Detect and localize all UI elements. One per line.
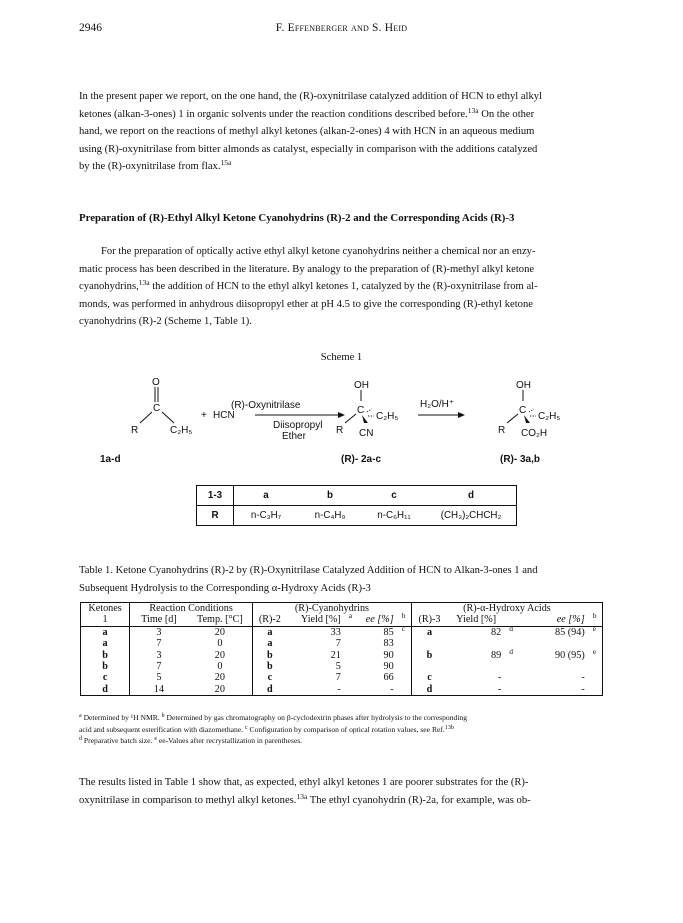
page-number: 2946 — [79, 22, 102, 34]
results-paragraph: The results listed in Table 1 show that, as expected, ethyl alkyl ketones 1 are poorer substrates for the (R)- oxynitrilase in comparison to methyl alkyl ketones.$^{13a}$ The ethyl cyanohydrin (R)-2a, for example, was ob- — [79, 777, 531, 806]
table-row — [81, 684, 603, 696]
table-cell: b — [81, 661, 130, 672]
reaction-scheme — [100, 378, 600, 480]
table-cell: a — [81, 626, 130, 638]
preparation-paragraph: For the preparation of optically active ethyl alkyl ketone cyanohydrins neither a chemical nor an enzy- matic process has been described in the literature. By analogy to the preparation of (R)-methyl alkyl ketone cyanohydrins,$^{13a}$ the addition of HCN to the ethyl alkyl ketones 1, catalyzed by the (R)-oxynitrilase from al- monds, was performed in anhydrous diisopropyl ether at pH 4.5 to give the corresponding (R)-ethyl ketone cyanohydrins (R)-2 (Scheme 1, Table 1). — [79, 246, 538, 328]
footnote-mark: b — [401, 611, 406, 621]
table-cell: d — [426, 486, 517, 506]
table-cell: b — [426, 649, 433, 661]
table-cell: d — [411, 684, 447, 696]
table-header: (R)-3 — [411, 614, 447, 626]
table-cell — [518, 638, 588, 649]
table-cell: a — [267, 626, 273, 638]
data-table — [80, 602, 603, 696]
plus-sign: + — [201, 410, 207, 421]
page-header — [79, 22, 604, 38]
table-cell: 20 — [188, 650, 253, 661]
atom-r: R — [336, 425, 344, 436]
table-group-header — [81, 603, 603, 615]
table-cell: 3 — [156, 626, 162, 638]
table-cell: b — [298, 486, 362, 506]
table-cell: 7 — [156, 638, 162, 650]
table-caption: Table 1. Ketone Cyanohydrins (R)-2 by (R)-Oxynitrilase Catalyzed Addition of HCN to Alkan-3-ones 1 and Subsequent Hydrolysis to the Corresponding α-Hydroxy Acids (R)-3 — [79, 565, 538, 594]
atom-oxygen: O — [152, 378, 160, 388]
table-cell: 5 — [335, 661, 341, 673]
atom-r: R — [131, 425, 139, 436]
table-cell: 33 — [330, 626, 341, 638]
table-row — [81, 650, 603, 661]
atom-carbon: C — [519, 405, 527, 416]
table-cell: c — [81, 672, 130, 683]
table-header: Ketones — [81, 603, 130, 615]
table-cell: 82 — [491, 626, 502, 638]
table-row — [81, 661, 603, 672]
group-carboxyl: CO₂H — [521, 428, 548, 439]
footnote-mark: d — [509, 646, 513, 656]
atom-carbon: C — [153, 403, 161, 414]
table-cell: 7 — [335, 638, 341, 650]
table-cell: n-C₄H₉ — [298, 506, 362, 526]
table-cell — [447, 661, 505, 672]
table-cell: 21 — [330, 649, 341, 661]
table-cell: c — [267, 672, 273, 684]
footnote-mark: b — [592, 611, 597, 621]
table-cell: - — [497, 672, 502, 684]
table-cell: - — [287, 684, 345, 696]
footnote-mark: a — [348, 611, 353, 621]
table-header: ee [%] — [357, 614, 397, 626]
table-cell — [518, 661, 588, 672]
group-hydroxyl: OH — [516, 380, 531, 391]
table-cell: 83 — [383, 638, 394, 650]
table-cell: d — [253, 684, 287, 696]
table-cell: a — [267, 638, 273, 650]
table-cell: - — [581, 672, 585, 684]
table-cell: 0 — [188, 661, 253, 672]
table-cell: - — [447, 684, 505, 696]
atom-r: R — [498, 425, 506, 436]
table-cell: 90 — [383, 661, 394, 673]
table-cell: 85 (94) — [555, 626, 585, 638]
table-cell: c — [362, 486, 426, 506]
table-cell: a — [81, 638, 130, 649]
table-cell: c — [427, 672, 432, 684]
table-row — [197, 486, 517, 506]
table-cell: - — [357, 684, 397, 696]
table-header: (R)-Cyanohydrins — [253, 603, 412, 615]
citation: 13a — [138, 278, 150, 288]
table-cell: n-C₃H₇ — [234, 506, 299, 526]
atom-carbon: C — [357, 405, 365, 416]
table-column-header — [81, 614, 603, 626]
table-cell: 89 — [491, 649, 502, 661]
group-hydroxyl: OH — [354, 380, 369, 391]
footnote-mark: c — [401, 623, 406, 633]
table-cell: 66 — [383, 672, 394, 684]
table-row — [197, 506, 517, 526]
group-nitrile: CN — [359, 428, 374, 439]
table-header: Time [d] — [130, 614, 188, 626]
table-row — [81, 638, 603, 649]
hydrolysis-label: H₂O/H⁺ — [420, 399, 455, 410]
enzyme-label: (R)-Oxynitrilase — [231, 400, 301, 411]
table-cell: d — [81, 684, 130, 696]
section-heading: Preparation of (R)-Ethyl Alkyl Ketone Cyanohydrins (R)-2 and the Corresponding Acids (R)-3 — [79, 212, 515, 224]
scheme-title: Scheme 1 — [320, 352, 363, 363]
table-cell: - — [518, 684, 588, 696]
table-header: (R)-2 — [253, 614, 287, 626]
table-cell: 7 — [156, 661, 162, 673]
table-cell: 1-3 — [197, 486, 234, 506]
table-cell: a — [234, 486, 299, 506]
table-header: (R)-α-Hydroxy Acids — [411, 603, 602, 615]
table-row — [81, 626, 603, 638]
citation: 15a — [220, 158, 232, 168]
table-cell — [411, 661, 447, 672]
group-ethyl: C₂H₅ — [376, 411, 399, 422]
solvent-label: Ether — [282, 431, 306, 442]
compound-label-acid: (R)- 3a,b — [500, 454, 540, 465]
table-header: 1 — [81, 614, 130, 626]
table-cell: 5 — [156, 672, 162, 684]
table-row — [81, 672, 603, 683]
table-cell — [411, 638, 447, 649]
table-cell: 20 — [188, 684, 253, 696]
table-header: Yield [%] — [287, 614, 345, 626]
table-cell: (CH₃)₂CHCH₂ — [426, 506, 517, 526]
running-head: F. Effenberger and S. Heid — [275, 22, 408, 34]
footnote-mark: d — [509, 623, 513, 633]
table-cell: 90 — [383, 649, 394, 661]
table-cell: b — [267, 661, 273, 673]
table-cell: 90 (95) — [555, 649, 585, 661]
table-cell: n-C₆H₁₁ — [362, 506, 426, 526]
table-cell: b — [81, 650, 130, 661]
footnote-mark: e — [592, 646, 597, 656]
table-header: Temp. [°C] — [188, 614, 253, 626]
footnote-mark: e — [592, 623, 597, 633]
table-cell: 20 — [188, 672, 253, 683]
table-cell: 20 — [188, 626, 253, 638]
table-cell: 85 — [383, 626, 394, 638]
citation: 13a — [296, 791, 308, 801]
table-cell: b — [267, 649, 273, 661]
table-header: Yield [%] — [447, 614, 505, 626]
table-cell: 0 — [188, 638, 253, 649]
table-cell: a — [426, 626, 433, 638]
citation: 13a — [467, 105, 479, 115]
table-body — [81, 623, 603, 695]
table-header: Reaction Conditions — [130, 603, 253, 615]
group-ethyl: C₂H₅ — [538, 411, 561, 422]
compound-label-cyanohydrin: (R)- 2a-c — [341, 454, 382, 465]
table-cell — [447, 638, 505, 649]
compound-label-start: 1a-d — [100, 454, 121, 465]
group-ethyl: C₂H₅ — [170, 425, 193, 436]
table-cell: 14 — [130, 684, 188, 696]
table-header: ee [%] — [518, 614, 588, 626]
table-cell: R — [197, 506, 234, 526]
intro-paragraph: In the present paper we report, on the one hand, the (R)-oxynitrilase catalyzed addition of HCN to ethyl alkyl ketones (alkan-3-ones) 1 in organic solvents under the reaction conditions described before.$^{13a}$ On the other hand, we report on the reactions of methyl alkyl ketones (alkan-2-ones) 4 with HCN in an aqueous medium using (R)-oxynitrilase from bitter almonds as catalyst, especially in comparison with the additions catalyzed by the (R)-oxynitrilase from flax.$^{15a}$ — [79, 91, 543, 173]
table-cell: 3 — [156, 649, 162, 661]
table-footnotes: $^a$ Determined by ¹H NMR. $^b$ Determined by gas chromatography on β-cyclodextrin phases after hydrolysis to the corresponding acid and subsequent esterification with diazomethane. $^c$ Configuration by comparison of optical rotation values, see Ref.$^{13b}$ $^d$ Preparative batch size. $^e$ ee-Values after recrystallization in parentheses. — [79, 713, 468, 746]
solvent-label: Diisopropyl — [273, 420, 323, 431]
table-cell: 7 — [335, 672, 341, 684]
substituent-table — [196, 485, 517, 526]
reagent-hcn: HCN — [213, 410, 235, 421]
